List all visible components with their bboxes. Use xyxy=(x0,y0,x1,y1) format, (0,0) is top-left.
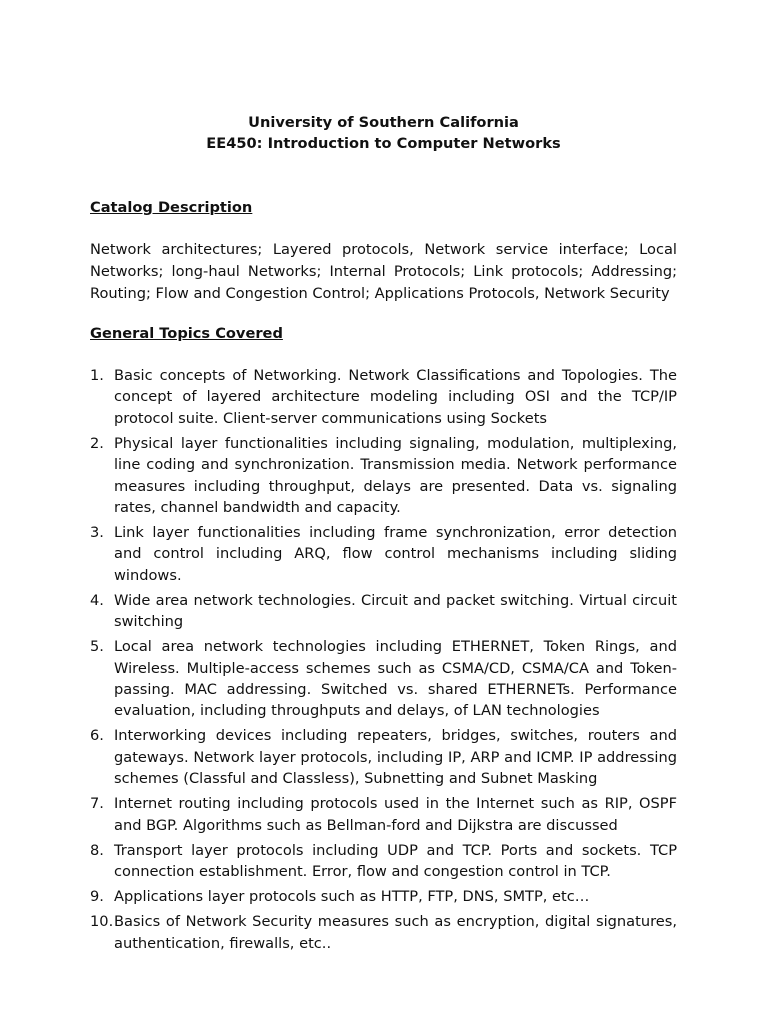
topic-number: 8. xyxy=(90,841,104,859)
topic-text: Internet routing including protocols used in the Internet such as RIP, OSPF and BGP. Algorithms such as Bellman-ford and Dijkstra are discussed xyxy=(114,795,677,834)
course-title: EE450: Introduction to Computer Networks xyxy=(206,135,561,152)
topic-text: Physical layer functionalities including signaling, modulation, multiplexing, line coding and synchronization. Transmission media. Network performance measures including throughput, delays are presented. Data vs. signaling rates, channel bandwidth and capacity. xyxy=(114,434,677,517)
topic-item-10 xyxy=(90,911,677,954)
topic-item-5 xyxy=(90,636,677,722)
topic-text: Basics of Network Security measures such as encryption, digital signatures, authentication, firewalls, etc.. xyxy=(114,913,677,952)
topic-number: 5. xyxy=(90,638,104,656)
topic-text: Basic concepts of Networking. Network Classifications and Topologies. The concept of layered architecture modeling including OSI and the TCP/IP protocol suite. Client-server communications using Sockets xyxy=(114,367,677,427)
catalog-description: Network architectures; Layered protocols, Network service interface; Local Networks; long-haul Networks; Internal Protocols; Link protocols; Addressing; Routing; Flow and Congestion Control; Applications Protocols, Network Security xyxy=(90,241,677,302)
topic-number: 9. xyxy=(90,888,104,906)
topic-text: Transport layer protocols including UDP and TCP. Ports and sockets. TCP connection establishment. Error, flow and congestion control in TCP. xyxy=(114,841,677,881)
topic-text: Local area network technologies including ETHERNET, Token Rings, and Wireless. Multiple-access schemes such as CSMA/CD, CSMA/CA and Token-passing. MAC addressing. Switched vs. shared ETHERNETs. Performance evaluation, including throughputs and delays, of LAN technologies xyxy=(114,638,677,720)
topic-number: 3. xyxy=(90,524,104,542)
university-name: University of Southern California xyxy=(248,114,519,131)
topic-number: 4. xyxy=(90,591,104,609)
topic-item-7 xyxy=(90,793,677,836)
topic-item-6 xyxy=(90,725,677,789)
topic-item-2 xyxy=(90,433,677,519)
title-block xyxy=(90,112,677,154)
catalog-heading: Catalog Description xyxy=(90,199,253,216)
topics-heading: General Topics Covered xyxy=(90,325,283,342)
topic-number: 6. xyxy=(90,727,104,745)
topic-item-3 xyxy=(90,522,677,586)
topic-text: Link layer functionalities including frame synchronization, error detection and control including ARQ, flow control mechanisms including sliding windows. xyxy=(114,524,677,584)
topic-item-9 xyxy=(90,886,677,907)
topic-number: 10. xyxy=(90,913,114,931)
document-page xyxy=(90,112,677,958)
topic-item-8 xyxy=(90,840,677,883)
topic-text: Interworking devices including repeaters, bridges, switches, routers and gateways. Network layer protocols, including IP, ARP and ICMP. IP addressing schemes (Classful and Classless), Subnetting and Subnet Masking xyxy=(114,727,677,788)
topics-list xyxy=(90,365,677,954)
topic-number: 2. xyxy=(90,434,104,452)
topic-number: 1. xyxy=(90,367,104,384)
topic-number: 7. xyxy=(90,795,104,813)
topic-item-1 xyxy=(90,365,677,429)
topic-text: Applications layer protocols such as HTTP, FTP, DNS, SMTP, etc… xyxy=(114,888,590,906)
topic-item-4 xyxy=(90,590,677,633)
topic-text: Wide area network technologies. Circuit and packet switching. Virtual circuit switching xyxy=(114,591,677,631)
